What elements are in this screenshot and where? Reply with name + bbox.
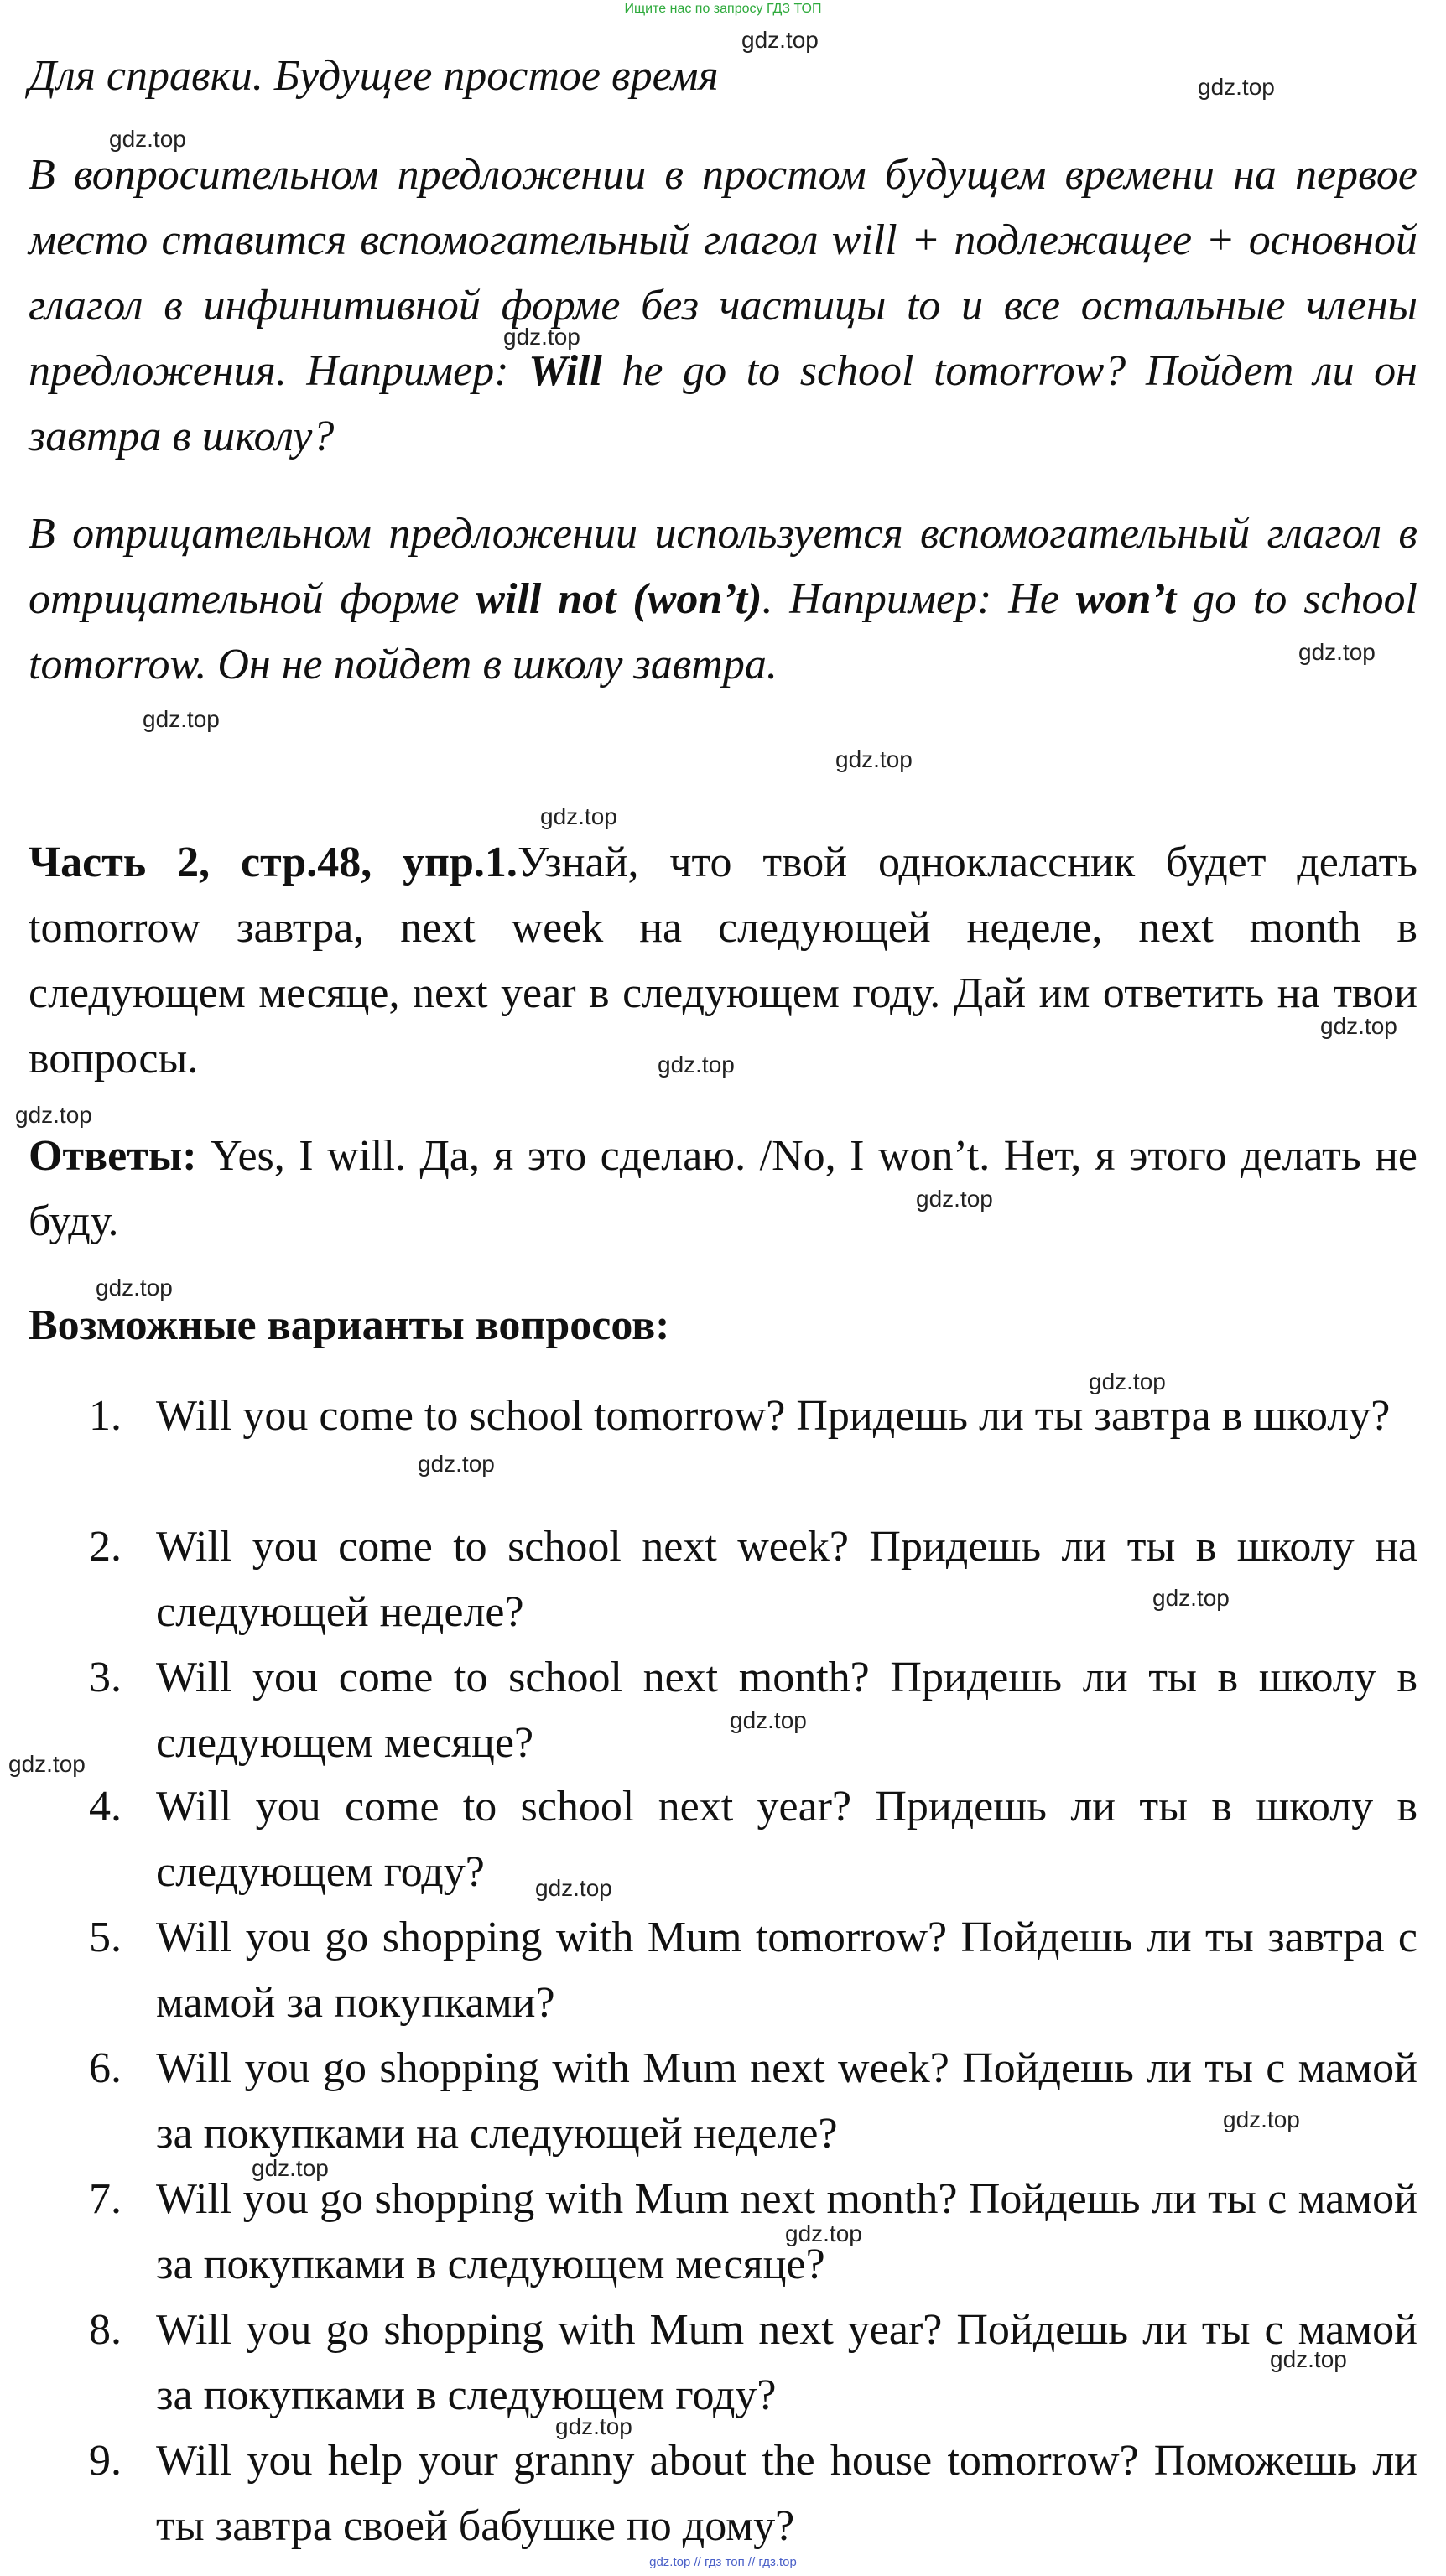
exercise-heading: Часть 2, стр.48, упр.1. [29,839,518,886]
watermark: gdz.top [916,1186,993,1212]
watermark: gdz.top [1089,1368,1166,1394]
watermark: gdz.top [730,1707,807,1733]
watermark: gdz.top [540,803,617,829]
list-item-number: 2. [89,1523,122,1571]
watermark: gdz.top [658,1052,735,1078]
reference-title: Для справки. Будущее простое время [29,52,719,100]
watermark: gdz.top [109,126,186,152]
reference-text: . Например: He [762,575,1076,623]
watermark: gdz.top [96,1275,173,1301]
reference-keyword: won’t [1075,575,1177,623]
watermark: gdz.top [1198,74,1275,100]
answers-label: Ответы: [29,1132,197,1180]
list-item-text: Will you come to school tomorrow? Придешь ли ты завтра в школу? [156,1392,1391,1440]
reference-text: go to school tomorrow. Он не пойдет в школу завтра. [29,575,1417,688]
exercise-task [29,830,1417,1092]
watermark: gdz.top [1320,1013,1397,1039]
variants-heading-text: Возможные варианты вопросов: [29,1301,670,1349]
reference-paragraph-question [29,143,1417,470]
list-item-number: 9. [89,2437,122,2485]
watermark: gdz.top [785,2220,862,2246]
header-banner: Ищите нас по запросу ГДЗ ТОП [624,2,822,16]
watermark: gdz.top [252,2155,329,2181]
list-item-number: 6. [89,2044,122,2092]
list-item-number: 4. [89,1783,122,1831]
watermark: gdz.top [418,1451,495,1477]
reference-text: he go to school tomorrow? Пойдет ли он завтра в школу? [29,347,1417,460]
list-item-text: Will you come to school next week? Придешь ли ты в школу на следующей неделе? [156,1523,1417,1636]
answers-text: Yes, I will. Да, я это сделаю. /No, I won’t. Нет, я этого делать не буду. [29,1132,1417,1245]
list-item-number: 3. [89,1654,122,1701]
list-item-number: 8. [89,2306,122,2354]
reference-keyword: Will [528,347,602,395]
list-item-text: Will you help your granny about the house tomorrow? Поможешь ли ты завтра своей бабушке по дому? [156,2437,1417,2550]
list-item-text: Will you come to school next year? Придешь ли ты в школу в следующем году? [156,1783,1417,1896]
watermark: gdz.top [1152,1585,1230,1611]
reference-paragraph-negative [29,501,1417,698]
watermark: gdz.top [535,1875,612,1901]
list-item-number: 1. [89,1392,122,1440]
watermark: gdz.top [1223,2106,1300,2132]
list-item-text: Will you come to school next month? Придешь ли ты в школу в следующем месяце? [156,1654,1417,1767]
footer-banner: gdz.top // гдз топ // гдз.top [649,2555,797,2569]
list-item-text: Will you go shopping with Mum tomorrow? Пойдешь ли ты завтра с мамой за покупками? [156,1914,1417,2027]
list-item-number: 7. [89,2175,122,2223]
reference-text: В вопросительном предложении в простом будущем времени на первое место ставится вспомогательный глагол will + подлежащее + основной глагол в инфинитивной форме без частицы to и все остальные члены предложения. Например: [29,151,1417,395]
exercise-answers [29,1124,1417,1254]
list-item-text: Will you go shopping with Mum next week? Пойдешь ли ты с мамой за покупками на следующей неделе? [156,2044,1417,2158]
exercise-task-text: Узнай, что твой одноклассник будет делать tomorrow завтра, next week на следующей неделе, next month в следующем месяце, next year в следующем году. Дай им ответить на твои вопросы. [29,839,1418,1083]
watermark: gdz.top [143,706,220,732]
reference-keyword: will not (won’t) [476,575,762,623]
list-item-text: Will you go shopping with Mum next month? Пойдешь ли ты с мамой за покупками в следующем месяце? [156,2175,1417,2288]
list-item-text: Will you go shopping with Mum next year? Пойдешь ли ты с мамой за покупками в следующем году? [156,2306,1417,2419]
watermark: gdz.top [1270,2346,1347,2372]
watermark: gdz.top [1298,639,1376,665]
reference-text: В отрицательном предложении используется вспомогательный глагол в отрицательной форме [29,510,1417,623]
watermark: gdz.top [15,1102,92,1128]
variants-heading [29,1293,1417,1358]
watermark: gdz.top [741,27,819,53]
watermark: gdz.top [8,1751,86,1777]
list-item-number: 5. [89,1914,122,1961]
watermark: gdz.top [503,324,580,350]
watermark: gdz.top [555,2413,632,2439]
watermark: gdz.top [835,746,913,772]
